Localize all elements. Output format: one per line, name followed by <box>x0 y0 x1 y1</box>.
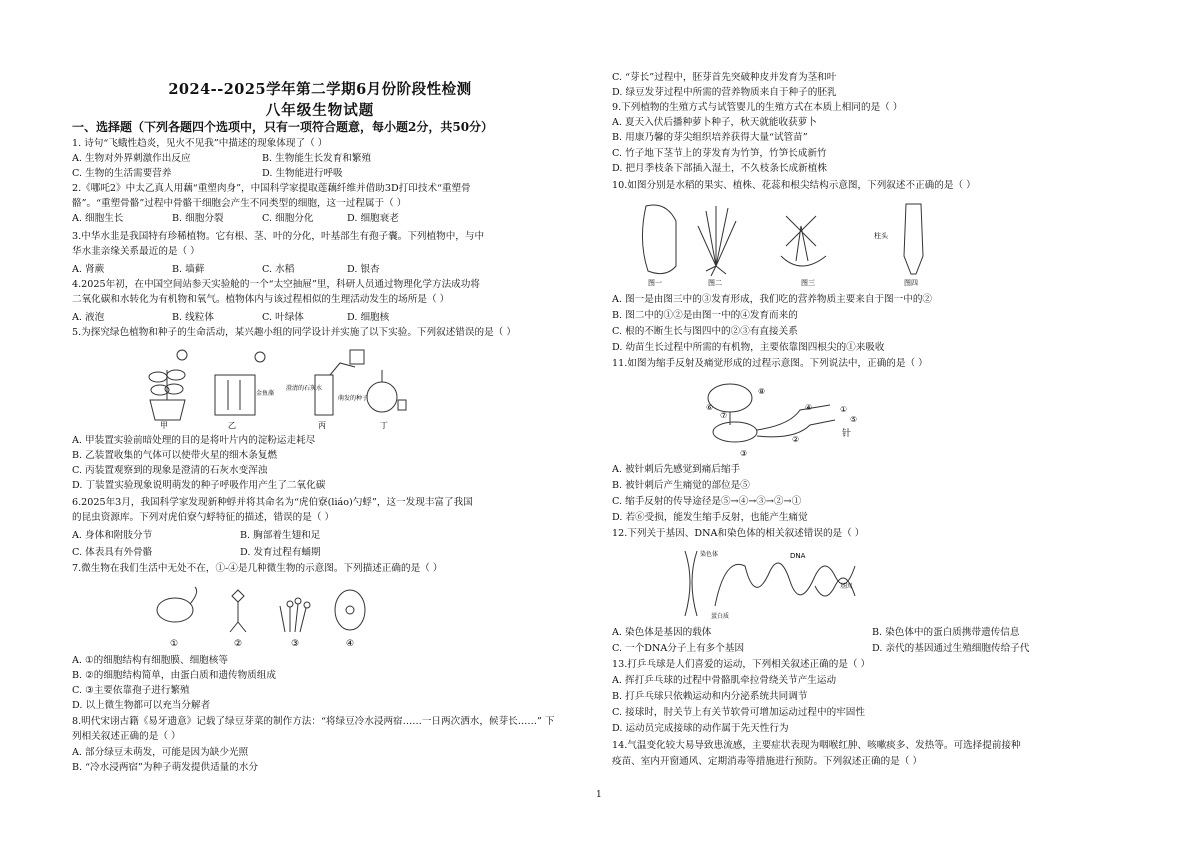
question-line: C. 缩手反射的传导途径是⑤→④→③→②→① <box>612 496 802 507</box>
page-number: 1 <box>596 790 602 800</box>
question-line: A. 液泡 <box>72 312 105 323</box>
question-line: 疫苗、室内开窗通风、定期消毒等措施进行预防。下列叙述正确的是（ ） <box>612 756 923 767</box>
question-line: C. 细胞分化 <box>262 213 314 224</box>
q11-label-0: ① <box>840 405 848 414</box>
question-line: 骼”。“重塑骨骼”过程中骨骼干细胞会产生不同类型的细胞，这一过程属于（ ） <box>72 198 407 209</box>
question-line: A. 部分绿豆未萌发，可能是因为缺少光照 <box>72 747 249 758</box>
question-line: B. 图二中的①②是由图一中的④发育而来的 <box>612 310 798 321</box>
q5-experiment-figure <box>140 345 420 430</box>
q12-caption-0: 染色体 <box>700 551 719 558</box>
question-line: A. 肾蕨 <box>72 264 105 275</box>
question-line: 华水韭亲缘关系最近的是（ ） <box>72 246 200 257</box>
question-line: B. 生物能生长发育和繁殖 <box>262 153 372 164</box>
question-line: C. 叶绿体 <box>262 312 304 323</box>
question-line: C. 一个DNA分子上有多个基因 <box>612 643 745 654</box>
question-line: A. 细胞生长 <box>72 213 124 224</box>
question-line: A. 图一是由图三中的③发育形成，我们吃的营养物质主要来自于图一中的② <box>612 294 933 305</box>
exam-title: 2024--2025学年第二学期6月份阶段性检测 <box>168 81 472 98</box>
question-line: 4.2025年初，在中国空间站参天实验舱的一个“太空抽屉”里，科研人员通过物理化学方法成功将 <box>72 279 480 290</box>
question-line: 14.气温变化较大易导致患流感，主要症状表现为咽喉红肿、咳嗽痰多、发热等。可选择提前接种 <box>612 740 1021 751</box>
question-line: 12.下列关于基因、DNA和染色体的相关叙述错误的是（ ） <box>612 528 865 539</box>
question-line: 7.微生物在我们生活中无处不在，①-④是几种微生物的示意图。下列描述正确的是（ ） <box>72 563 443 574</box>
q7-label-2: ③ <box>291 639 300 649</box>
q10-label-2: 图三 <box>801 279 815 287</box>
question-line: B. 染色体中的蛋白质携带遗传信息 <box>872 627 1020 638</box>
q5-label-2: 丙 <box>318 421 326 430</box>
question-line: D. 亲代的基因通过生殖细胞传给子代 <box>872 643 1030 654</box>
q12-caption-2: 蛋白质 <box>711 613 730 620</box>
section-heading: 一、选择题（下列各题四个选项中，只有一项符合题意，每小题2分，共50分） <box>72 120 494 134</box>
question-line: 二氧化碳和水转化为有机物和氧气。植物体内与该过程相似的生理活动发生的场所是（ ） <box>72 294 450 305</box>
q5-caption-0: 金鱼藻 <box>256 390 275 397</box>
q11-label-3: ④ <box>805 403 813 412</box>
question-line: A. 被针刺后先感觉到痛后缩手 <box>612 464 741 475</box>
question-line: A. ①的细胞结构有细胞膜、细胞核等 <box>72 655 228 666</box>
q11-reflex-figure <box>700 380 860 458</box>
question-line: C. 根的不断生长与图四中的②③有直接关系 <box>612 326 798 337</box>
question-line: B. 墙藓 <box>172 264 205 275</box>
q5-caption-1: 澄清的石灰水 <box>286 385 323 392</box>
question-line: C. 水稻 <box>262 264 295 275</box>
q11-caption-0: 针 <box>842 429 852 439</box>
q7-label-3: ④ <box>346 639 355 649</box>
question-line: B. 用康乃馨的芽尖组织培养获得大量“试管苗” <box>612 132 808 143</box>
q11-label-2: ③ <box>740 449 748 458</box>
q10-caption-0: 柱头 <box>874 232 888 240</box>
q11-label-1: ② <box>792 435 800 444</box>
q12-dna-figure <box>675 546 865 622</box>
question-line: D. 银杏 <box>347 264 380 275</box>
question-line: B. 胸部着生翅和足 <box>240 530 321 541</box>
question-line: C. 体表具有外骨骼 <box>72 547 153 558</box>
question-line: C. 竹子地下茎节上的芽发育为竹笋，竹笋长成新竹 <box>612 148 827 159</box>
question-line: A. 身体和附肢分节 <box>72 530 153 541</box>
question-line: B. “冷水浸两宿”为种子萌发提供适量的水分 <box>72 762 259 773</box>
q11-label-6: ⑦ <box>720 411 728 420</box>
question-line: 2.《哪吒2》中太乙真人用藕“重塑肉身”，中国科学家提取莲藕纤维并借助3D打印技术“重塑骨 <box>72 183 471 194</box>
question-line: B. 被针刺后产生痛觉的部位是⑤ <box>612 480 750 491</box>
question-line: D. 丁装置实验现象说明萌发的种子呼吸作用产生了二氧化碳 <box>72 480 326 491</box>
question-line: C. 生物的生活需要营养 <box>72 168 172 179</box>
q5-label-1: 乙 <box>228 421 236 430</box>
q12-caption-3: 基因 <box>840 583 853 590</box>
question-line: D. 把月季枝条下部插入湿土，不久枝条长成新植株 <box>612 163 827 174</box>
q11-label-4: ⑤ <box>850 415 858 424</box>
question-line: 9.下列植物的生殖方式与试管婴儿的生殖方式在本质上相同的是（ ） <box>612 102 903 113</box>
q7-microbe-figure <box>150 582 370 650</box>
question-line: D. 以上微生物都可以充当分解者 <box>72 700 211 711</box>
exam-subtitle: 八年级生物试题 <box>265 102 375 119</box>
question-line: D. 幼苗生长过程中所需的有机物，主要依靠图四根尖的①来吸收 <box>612 342 885 353</box>
question-line: D. 运动员完成接球的动作属于先天性行为 <box>612 723 789 734</box>
q11-label-5: ⑥ <box>706 403 714 412</box>
question-line: B. 线粒体 <box>172 312 214 323</box>
q10-label-1: 图二 <box>708 279 722 287</box>
question-line: 6.2025年3月，我国科学家发现新种蜉并将其命名为“虎伯寮(liáo)勺蜉”，这一发现丰富了我国 <box>72 497 473 508</box>
q12-caption-1: DNA <box>790 552 806 560</box>
question-line: 3.中华水韭是我国特有珍稀植物。它有根、茎、叶的分化，叶基部生有孢子囊。下列植物中，与中 <box>72 231 485 242</box>
question-line: 的昆虫资源库。下列对虎伯寮勺蜉特征的描述，错误的是（ ） <box>72 512 335 523</box>
question-line: D. 生物能进行呼吸 <box>262 168 343 179</box>
question-line: D. 细胞衰老 <box>347 213 399 224</box>
q10-rice-figure <box>636 196 976 288</box>
q5-label-3: 丁 <box>380 421 388 430</box>
question-line: A. 甲装置实验前暗处理的目的是将叶片内的淀粉运走耗尽 <box>72 435 316 446</box>
question-line: A. 生物对外界刺激作出反应 <box>72 153 191 164</box>
question-line: B. 乙装置收集的气体可以使带火星的细木条复燃 <box>72 450 278 461</box>
question-line: A. 夏天入伏后播种萝卜种子，秋天就能收获萝卜 <box>612 117 817 128</box>
question-line: D. 发育过程有蛹期 <box>240 547 321 558</box>
question-line: B. ②的细胞结构简单，由蛋白质和遗传物质组成 <box>72 670 277 681</box>
question-line: 1. 诗句“飞蛾性趋炎，见火不见我”中描述的现象体现了（ ） <box>72 138 328 149</box>
q7-label-0: ① <box>170 639 179 649</box>
q5-caption-2: 萌发的种子 <box>338 395 369 402</box>
question-line: A. 挥打乒乓球的过程中骨骼肌牵拉骨绕关节产生运动 <box>612 675 837 686</box>
question-line: A. 染色体是基因的载体 <box>612 627 712 638</box>
question-line: 13.打乒乓球是人们喜爱的运动，下列相关叙述正确的是（ ） <box>612 659 871 670</box>
question-line: 8.明代宋诩古籍《易牙遗意》记载了绿豆芽菜的制作方法：“将绿豆冷水浸两宿……一日两次洒水，候芽长……” 下 <box>72 716 555 727</box>
q10-label-3: 图四 <box>904 279 918 287</box>
question-line: C. 丙装置观察到的现象是澄清的石灰水变浑浊 <box>72 465 268 476</box>
question-line: C. 接球时，肘关节上有关节软骨可增加运动过程中的牢固性 <box>612 707 865 718</box>
question-line: 10.如图分别是水稻的果实、植株、花蕊和根尖结构示意图，下列叙述不正确的是（ ） <box>612 180 976 191</box>
q5-label-0: 甲 <box>160 421 168 430</box>
q10-label-0: 图一 <box>648 279 662 287</box>
question-line: D. 细胞核 <box>347 312 390 323</box>
q7-label-1: ② <box>234 639 243 649</box>
question-line: D. 若⑥受损，能发生缩手反射，也能产生痛觉 <box>612 512 808 523</box>
q11-label-7: ⑧ <box>758 387 766 396</box>
question-line: D. 绿豆发芽过程中所需的营养物质来自于种子的胚乳 <box>612 87 837 98</box>
question-line: 11.如图为缩手反射及痛觉形成的过程示意图。下列说法中，正确的是（ ） <box>612 358 928 369</box>
question-line: 5.为探究绿色植物和种子的生命活动，某兴趣小组的同学设计并实施了以下实验。下列叙述错误的是（ ） <box>72 327 516 338</box>
question-line: 列相关叙述正确的是（ ） <box>72 731 181 742</box>
question-line: C. “芽长”过程中，胚芽首先突破种皮并发育为茎和叶 <box>612 72 837 83</box>
question-line: B. 细胞分裂 <box>172 213 224 224</box>
question-line: B. 打乒乓球只依赖运动和内分泌系统共同调节 <box>612 691 808 702</box>
question-line: C. ③主要依靠孢子进行繁殖 <box>72 685 190 696</box>
